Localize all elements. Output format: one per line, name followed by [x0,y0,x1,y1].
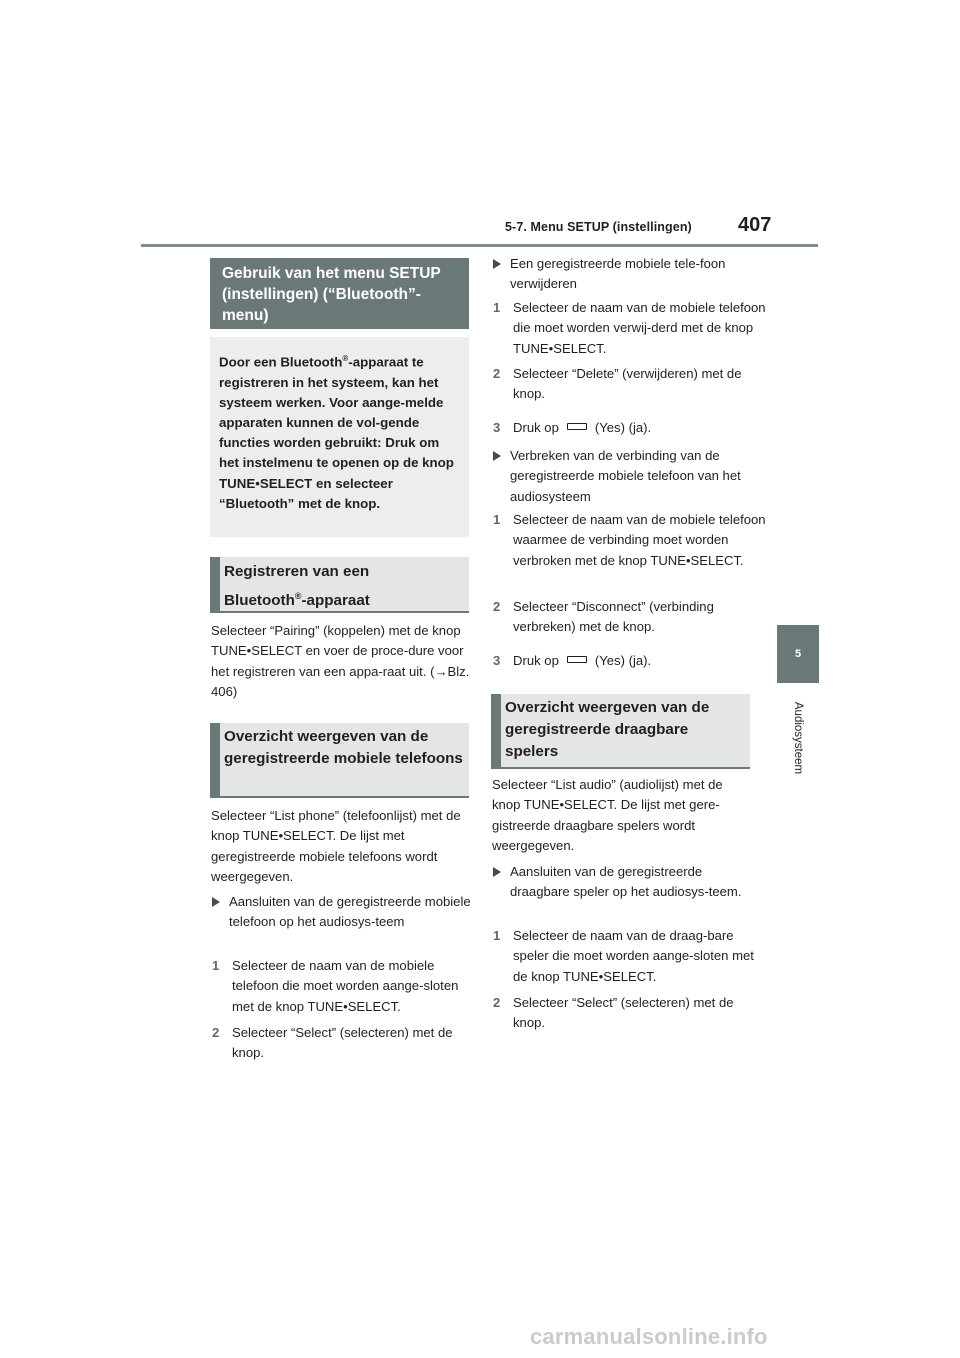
bullet-disconnect-phone: Verbreken van de verbinding van de geregistreerde mobiele telefoon van het audiosysteem [493,446,765,507]
bullet-triangle-icon [493,259,501,269]
chapter-side-label [770,693,826,783]
bullet-connect-player: Aansluiten van de geregistreerde draagbare speler op het audiosys-teem. [493,862,755,903]
bullet-triangle-icon [212,897,220,907]
intro-box [210,337,469,537]
step-disconnect-2: 2 Selecteer “Disconnect” (verbinding verbreken) met de knop. [493,599,714,635]
phones-text: Selecteer “List phone” (telefoonlijst) met de knop TUNE•SELECT. De lijst met geregistreerde mobiele telefoons wordt weergegeven. [211,808,461,884]
yes-button-icon [567,423,587,430]
intro-text-2: -apparaat te registreren in het systeem, kan het systeem werken. Voor aange-melde apparaten kunnen de vol-gende functies worden gebruikt: Druk om het instelmenu te openen op de knop TUNE•SELECT en selecteer “Bluetooth” met de knop. [219,354,454,511]
bullet-triangle-icon [493,451,501,461]
register-text: Selecteer “Pairing” (koppelen) met de knop TUNE•SELECT en voer de proce-dure voor het registreren van een appa-raat uit. (→Blz. 406) [211,623,470,699]
step-connect-phone-1: 1 Selecteer de naam van de mobiele telefoon die moet worden aange-sloten met de knop TUNE•SELECT. [212,958,459,1014]
intro-text-1: Door een Bluetooth [219,354,343,370]
heading-register-line1: Registreren van een [224,563,370,580]
heading-register [210,557,469,613]
heading-register-line2: Bluetooth®-apparaat [224,591,370,610]
yes-button-icon [567,656,587,663]
chapter-tab [777,625,819,683]
section-title: 5-7. Menu SETUP (instellingen) [505,220,692,234]
bullet-triangle-icon [493,867,501,877]
registered-mark: ® [342,354,349,363]
step-delete-1: 1 Selecteer de naam van de mobiele telefoon die moet worden verwij-derd met de knop TUNE•SELECT. [493,300,766,356]
main-title: Gebruik van het menu SETUP (instellingen) (“Bluetooth”-menu) [222,265,441,324]
step-connect-player-2: 2 Selecteer “Select” (selecteren) met de knop. [493,995,734,1031]
players-text: Selecteer “List audio” (audiolijst) met de knop TUNE•SELECT. De lijst met gere-gistreerde draagbare spelers wordt weergegeven. [492,777,723,853]
step-connect-phone-2: 2 Selecteer “Select” (selecteren) met de knop. [212,1025,453,1061]
step-delete-3: 3 Druk op (Yes) (ja). [493,420,652,435]
page-number: 407 [738,214,772,236]
step-connect-player-1: 1 Selecteer de naam van de draag-bare speler die moet worden aange-sloten met de knop TUNE•SELECT. [493,928,754,984]
heading-phones-text: Overzicht weergeven van de geregistreerde mobiele telefoons [224,728,463,767]
header-divider [141,244,818,247]
step-disconnect-3: 3 Druk op (Yes) (ja). [493,653,652,668]
heading-players-text: Overzicht weergeven van de geregistreerde draagbare spelers [505,699,710,760]
bullet-connect-phone: Aansluiten van de geregistreerde mobiele telefoon op het audiosys-teem [212,892,474,933]
bullet-delete-phone: Een geregistreerde mobiele tele-foon verwijderen [493,254,750,295]
chapter-number: 5 [794,648,802,660]
heading-players [491,694,750,769]
chapter-title: Audiosysteem [792,701,804,775]
step-delete-2: 2 Selecteer “Delete” (verwijderen) met de knop. [493,366,742,402]
watermark: carmanualsonline.info [530,1324,768,1349]
heading-phones [210,723,469,798]
step-disconnect-1: 1 Selecteer de naam van de mobiele telefoon waarmee de verbinding moet worden verbroken met de knop TUNE•SELECT. [493,512,766,568]
main-title-box [210,258,469,329]
